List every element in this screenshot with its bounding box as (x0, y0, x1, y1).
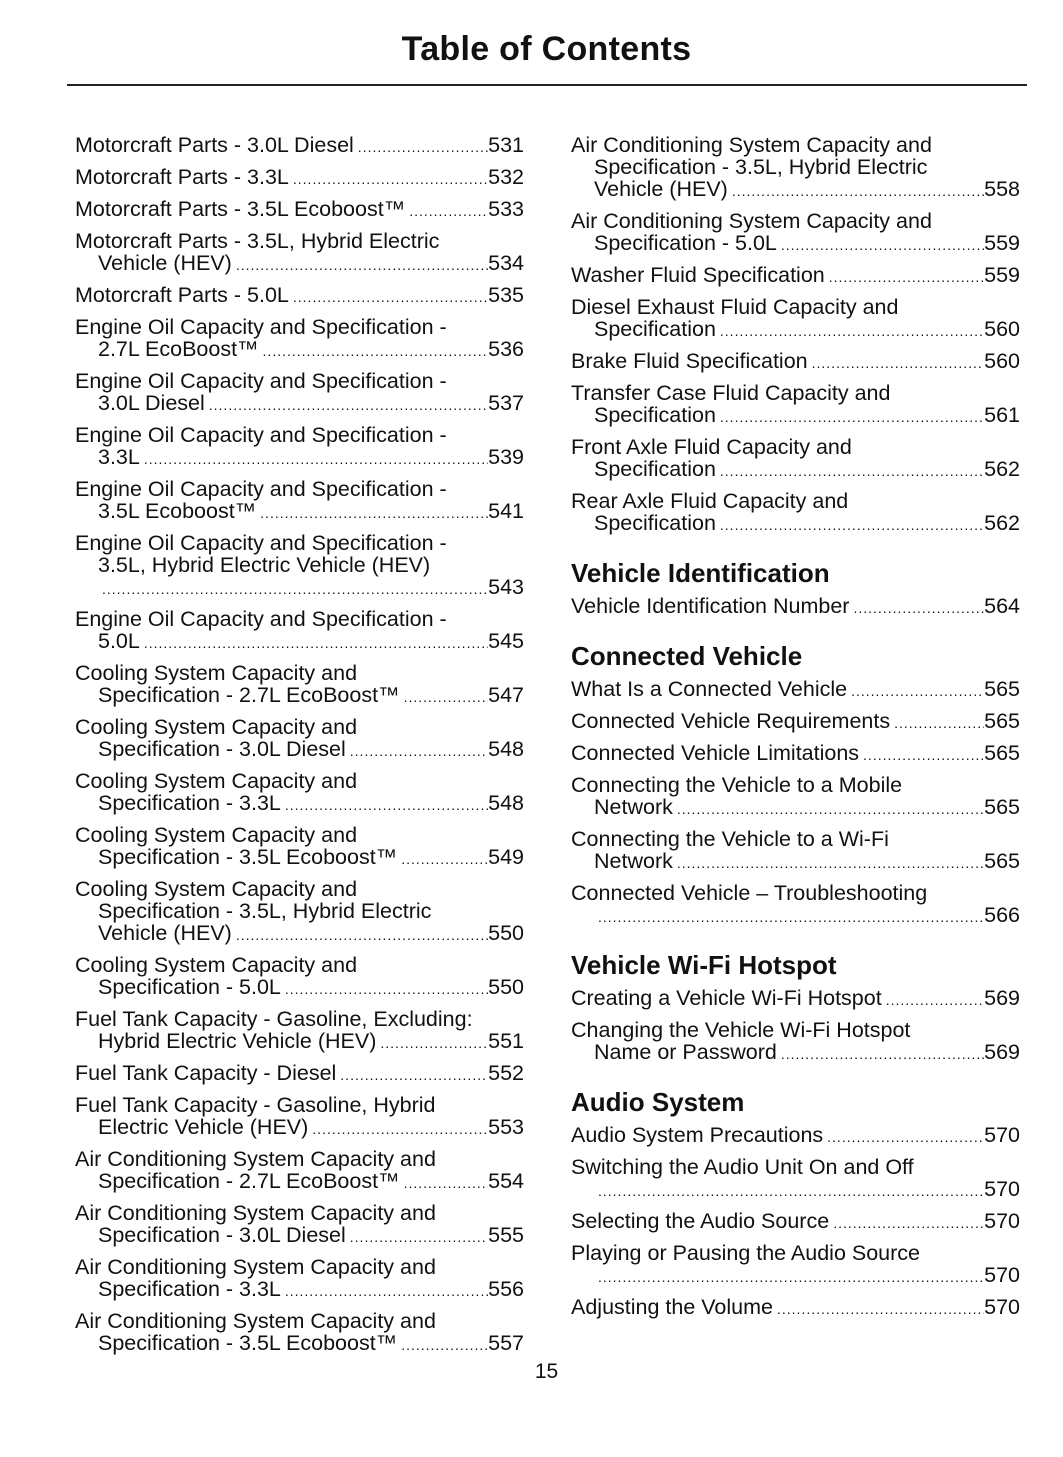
title-divider (67, 84, 1027, 86)
toc-entry[interactable] (571, 1210, 1020, 1234)
toc-entry-title: Network (594, 795, 673, 819)
dot-leader (401, 848, 488, 870)
toc-entry-title: Specification (594, 403, 716, 427)
toc-entry-title: Engine Oil Capacity and Specification - (75, 531, 447, 555)
toc-page-number[interactable]: 536 (488, 337, 524, 361)
dot-leader (886, 989, 984, 1011)
toc-page-number[interactable]: 533 (488, 197, 524, 221)
toc-entry[interactable] (571, 678, 1020, 702)
dot-leader (144, 448, 488, 470)
dot-leader (263, 340, 489, 362)
toc-entry-title: Selecting the Audio Source (571, 1209, 830, 1233)
toc-entry-title: Air Conditioning System Capacity and (75, 1309, 436, 1333)
toc-entry-title: Air Conditioning System Capacity and (75, 1255, 436, 1279)
page-number: 15 (534, 1360, 559, 1383)
toc-entry[interactable] (75, 662, 524, 708)
toc-entry-title: Specification - 3.3L (98, 791, 281, 815)
toc-entry-title: Diesel Exhaust Fluid Capacity and (571, 295, 899, 319)
toc-entry-title: Specification - 2.7L EcoBoost™ (98, 1169, 400, 1193)
toc-page-number[interactable]: 543 (488, 575, 524, 599)
toc-entry-title: What Is a Connected Vehicle (571, 677, 848, 701)
toc-entry-title: Specification - 3.3L (98, 1277, 281, 1301)
toc-entry[interactable] (571, 828, 1020, 874)
toc-page-number[interactable]: 570 (984, 1209, 1020, 1233)
toc-entry[interactable] (571, 595, 1020, 619)
toc-page-number[interactable]: 554 (488, 1169, 524, 1193)
dot-leader (409, 200, 488, 222)
dot-leader (401, 1334, 488, 1356)
toc-entry[interactable] (75, 1094, 524, 1140)
toc-entry-title: Audio System Precautions (571, 1123, 824, 1147)
toc-entry-title: Washer Fluid Specification (571, 263, 825, 287)
dot-leader (236, 924, 488, 946)
dot-leader (209, 394, 488, 416)
toc-page-number[interactable]: 550 (488, 921, 524, 945)
toc-entry-title: Specification - 3.5L Ecoboost™ (98, 845, 398, 869)
toc-page-number[interactable]: 565 (984, 795, 1020, 819)
toc-entry[interactable] (571, 134, 1020, 202)
toc-page-number[interactable]: 565 (984, 741, 1020, 765)
toc-entry-title: Specification (594, 317, 716, 341)
toc-entry-title: Connecting the Vehicle to a Mobile (571, 773, 903, 797)
toc-page-number[interactable]: 570 (984, 1263, 1020, 1287)
section-heading: Vehicle Wi-Fi Hotspot (571, 950, 837, 980)
toc-entry-title: Changing the Vehicle Wi-Fi Hotspot (571, 1018, 911, 1042)
toc-page-number[interactable]: 548 (488, 737, 524, 761)
dot-leader (812, 352, 985, 374)
toc-entry[interactable] (75, 284, 524, 308)
dot-leader (851, 680, 984, 702)
toc-entry[interactable] (571, 296, 1020, 342)
toc-page-number[interactable]: 570 (984, 1177, 1020, 1201)
dot-leader (833, 1212, 984, 1234)
toc-entry-title: 2.7L EcoBoost™ (98, 337, 259, 361)
toc-entry-title: Cooling System Capacity and (75, 823, 358, 847)
toc-entry[interactable] (571, 1156, 1020, 1202)
toc-page-number[interactable]: 566 (984, 903, 1020, 927)
toc-entry[interactable] (75, 1202, 524, 1248)
toc-entry-title: Engine Oil Capacity and Specification - (75, 607, 447, 631)
toc-entry-title: Name or Password (594, 1040, 777, 1064)
toc-entry-title: Fuel Tank Capacity - Diesel (75, 1061, 337, 1085)
toc-entry-title: Specification - 2.7L EcoBoost™ (98, 683, 400, 707)
toc-page-number[interactable]: 556 (488, 1277, 524, 1301)
toc-page-number[interactable]: 564 (984, 594, 1020, 618)
dot-leader (781, 234, 984, 256)
dot-leader (102, 578, 488, 600)
dot-leader (293, 168, 488, 190)
toc-entry-title: Playing or Pausing the Audio Source (571, 1241, 921, 1265)
section-heading: Connected Vehicle (571, 641, 803, 671)
dot-leader (260, 502, 488, 524)
dot-leader (340, 1064, 488, 1086)
section-heading: Audio System (571, 1087, 745, 1117)
toc-entry[interactable] (75, 230, 524, 276)
toc-page-number[interactable]: 565 (984, 677, 1020, 701)
dot-leader (285, 978, 488, 1000)
toc-entry-title: Cooling System Capacity and (75, 661, 358, 685)
toc-entry-title: Cooling System Capacity and (75, 769, 358, 793)
toc-entry-title: Specification - 3.5L Ecoboost™ (98, 1331, 398, 1355)
dot-leader (720, 514, 984, 536)
toc-entry-title: Front Axle Fluid Capacity and (571, 435, 852, 459)
toc-entry-title: Vehicle Identification Number (571, 594, 850, 618)
toc-page-number[interactable]: 570 (984, 1123, 1020, 1147)
toc-entry[interactable] (571, 710, 1020, 734)
toc-entry[interactable] (75, 1008, 524, 1054)
dot-leader (720, 460, 984, 482)
toc-entry-title: 3.5L, Hybrid Electric Vehicle (HEV) (98, 553, 431, 577)
dot-leader (285, 794, 488, 816)
toc-entry-title: Air Conditioning System Capacity and (571, 133, 932, 157)
dot-leader (720, 320, 984, 342)
dot-leader (598, 1180, 984, 1202)
dot-leader (380, 1032, 488, 1054)
toc-entry-title: Engine Oil Capacity and Specification - (75, 477, 447, 501)
toc-page-number[interactable]: 557 (488, 1331, 524, 1355)
toc-entry-title: Connected Vehicle Limitations (571, 741, 860, 765)
toc-page-number[interactable]: 547 (488, 683, 524, 707)
dot-leader (312, 1118, 488, 1140)
toc-entry-title: Brake Fluid Specification (571, 349, 808, 373)
toc-page-number[interactable]: 534 (488, 251, 524, 275)
dot-leader (677, 798, 984, 820)
toc-right-column (571, 134, 1020, 1328)
toc-entry-title: Motorcraft Parts - 3.3L (75, 165, 289, 189)
dot-leader (894, 712, 984, 734)
toc-entry[interactable] (75, 478, 524, 524)
toc-entry[interactable] (75, 166, 524, 190)
toc-entry[interactable] (75, 1148, 524, 1194)
dot-leader (827, 1126, 984, 1148)
toc-entry-title: Specification - 3.0L Diesel (98, 737, 346, 761)
toc-page-number[interactable]: 539 (488, 445, 524, 469)
toc-entry-title: Specification - 3.5L, Hybrid Electric (594, 155, 928, 179)
toc-page-number[interactable]: 545 (488, 629, 524, 653)
toc-entry[interactable] (75, 370, 524, 416)
toc-entry[interactable] (75, 954, 524, 1000)
toc-page-number[interactable]: 552 (488, 1061, 524, 1085)
toc-page-number[interactable]: 541 (488, 499, 524, 523)
toc-entry-title: Rear Axle Fluid Capacity and (571, 489, 849, 513)
section-heading: Vehicle Identification (571, 558, 830, 588)
toc-page-number[interactable]: 562 (984, 511, 1020, 535)
toc-entry-title: Engine Oil Capacity and Specification - (75, 369, 447, 393)
toc-entry-title: Specification - 3.0L Diesel (98, 1223, 346, 1247)
toc-page-number[interactable]: 565 (984, 849, 1020, 873)
toc-entry[interactable] (571, 882, 1020, 928)
toc-left-column (75, 134, 524, 1364)
toc-entry-title: Switching the Audio Unit On and Off (571, 1155, 914, 1179)
dot-leader (781, 1043, 984, 1065)
toc-entry[interactable] (75, 878, 524, 946)
dot-leader (350, 1226, 488, 1248)
dot-leader (404, 686, 489, 708)
toc-page-number[interactable]: 565 (984, 709, 1020, 733)
toc-entry[interactable] (571, 490, 1020, 536)
toc-entry-title: Connected Vehicle – Troubleshooting (571, 881, 928, 905)
toc-entry-title: Network (594, 849, 673, 873)
toc-page-number[interactable]: 549 (488, 845, 524, 869)
toc-entry-title: Motorcraft Parts - 3.0L Diesel (75, 133, 354, 157)
toc-page-number[interactable]: 560 (984, 317, 1020, 341)
toc-page-number[interactable]: 569 (984, 1040, 1020, 1064)
toc-entry[interactable] (75, 824, 524, 870)
toc-entry-title: Electric Vehicle (HEV) (98, 1115, 309, 1139)
toc-entry[interactable] (571, 774, 1020, 820)
toc-entry-title: Cooling System Capacity and (75, 953, 358, 977)
toc-entry[interactable] (75, 1062, 524, 1086)
toc-page-number[interactable]: 562 (984, 457, 1020, 481)
toc-entry-title: Air Conditioning System Capacity and (75, 1147, 436, 1171)
toc-entry-title: Specification (594, 511, 716, 535)
toc-page-number[interactable]: 559 (984, 231, 1020, 255)
toc-page-number[interactable]: 537 (488, 391, 524, 415)
toc-entry-title: Engine Oil Capacity and Specification - (75, 315, 447, 339)
toc-entry-title: Air Conditioning System Capacity and (571, 209, 932, 233)
toc-entry-title: Motorcraft Parts - 5.0L (75, 283, 289, 307)
toc-entry-title: Vehicle (HEV) (98, 251, 232, 275)
toc-entry-title: Air Conditioning System Capacity and (75, 1201, 436, 1225)
toc-entry[interactable] (571, 210, 1020, 256)
toc-entry-title: Hybrid Electric Vehicle (HEV) (98, 1029, 377, 1053)
toc-entry-title: Cooling System Capacity and (75, 877, 358, 901)
toc-entry-title: Engine Oil Capacity and Specification - (75, 423, 447, 447)
toc-page-number[interactable]: 551 (488, 1029, 524, 1053)
toc-entry-title: Creating a Vehicle Wi-Fi Hotspot (571, 986, 882, 1010)
toc-entry[interactable] (75, 608, 524, 654)
toc-page-number[interactable]: 531 (488, 133, 524, 157)
toc-page-number[interactable]: 559 (984, 263, 1020, 287)
toc-page-number[interactable]: 553 (488, 1115, 524, 1139)
toc-entry-title: Specification - 5.0L (594, 231, 777, 255)
dot-leader (732, 180, 984, 202)
dot-leader (598, 1266, 984, 1288)
toc-page-number[interactable]: 555 (488, 1223, 524, 1247)
dot-leader (598, 906, 984, 928)
toc-page-number[interactable]: 570 (984, 1295, 1020, 1319)
toc-entry-title: Cooling System Capacity and (75, 715, 358, 739)
toc-page-number[interactable]: 560 (984, 349, 1020, 373)
toc-entry-title: Fuel Tank Capacity - Gasoline, Hybrid (75, 1093, 436, 1117)
toc-entry[interactable] (571, 264, 1020, 288)
toc-entry[interactable] (75, 532, 524, 600)
toc-page-number[interactable]: 558 (984, 177, 1020, 201)
toc-entry[interactable] (75, 424, 524, 470)
toc-entry-title: Vehicle (HEV) (594, 177, 728, 201)
dot-leader (853, 597, 984, 619)
dot-leader (677, 852, 984, 874)
toc-page-number[interactable]: 548 (488, 791, 524, 815)
page-title: Table of Contents (401, 30, 692, 68)
dot-leader (404, 1172, 489, 1194)
toc-entry-title: Specification - 5.0L (98, 975, 281, 999)
toc-entry-title: Transfer Case Fluid Capacity and (571, 381, 891, 405)
toc-entry[interactable] (75, 134, 524, 158)
toc-page-number[interactable]: 532 (488, 165, 524, 189)
toc-entry[interactable] (571, 350, 1020, 374)
dot-leader (777, 1298, 984, 1320)
toc-entry-title: 3.0L Diesel (98, 391, 205, 415)
toc-entry[interactable] (571, 436, 1020, 482)
dot-leader (293, 286, 488, 308)
toc-entry-title: Motorcraft Parts - 3.5L, Hybrid Electric (75, 229, 440, 253)
dot-leader (358, 136, 488, 158)
toc-entry[interactable] (75, 198, 524, 222)
toc-entry[interactable] (571, 742, 1020, 766)
toc-entry-title: Vehicle (HEV) (98, 921, 232, 945)
toc-entry-title: Motorcraft Parts - 3.5L Ecoboost™ (75, 197, 406, 221)
toc-entry[interactable] (75, 716, 524, 762)
toc-entry[interactable] (571, 1242, 1020, 1288)
dot-leader (863, 744, 984, 766)
toc-entry[interactable] (571, 987, 1020, 1011)
toc-entry-title: Specification - 3.5L, Hybrid Electric (98, 899, 432, 923)
toc-page-number[interactable]: 535 (488, 283, 524, 307)
toc-entry[interactable] (571, 1296, 1020, 1320)
dot-leader (144, 632, 488, 654)
dot-leader (720, 406, 984, 428)
toc-entry-title: 3.3L (98, 445, 140, 469)
toc-entry-title: 5.0L (98, 629, 140, 653)
toc-entry-title: Fuel Tank Capacity - Gasoline, Excluding: (75, 1007, 473, 1031)
toc-entry[interactable] (75, 1310, 524, 1356)
toc-entry-title: Adjusting the Volume (571, 1295, 773, 1319)
toc-entry[interactable] (75, 1256, 524, 1302)
toc-entry-title: 3.5L Ecoboost™ (98, 499, 257, 523)
toc-entry[interactable] (571, 1124, 1020, 1148)
toc-page-number[interactable]: 561 (984, 403, 1020, 427)
toc-entry[interactable] (571, 1019, 1020, 1065)
toc-page-number[interactable]: 569 (984, 986, 1020, 1010)
dot-leader (829, 266, 984, 288)
dot-leader (285, 1280, 488, 1302)
toc-entry[interactable] (571, 382, 1020, 428)
toc-entry[interactable] (75, 316, 524, 362)
dot-leader (236, 254, 488, 276)
toc-entry-title: Connected Vehicle Requirements (571, 709, 891, 733)
dot-leader (350, 740, 488, 762)
toc-entry-title: Connecting the Vehicle to a Wi-Fi (571, 827, 889, 851)
toc-page-number[interactable]: 550 (488, 975, 524, 999)
toc-entry[interactable] (75, 770, 524, 816)
toc-entry-title: Specification (594, 457, 716, 481)
